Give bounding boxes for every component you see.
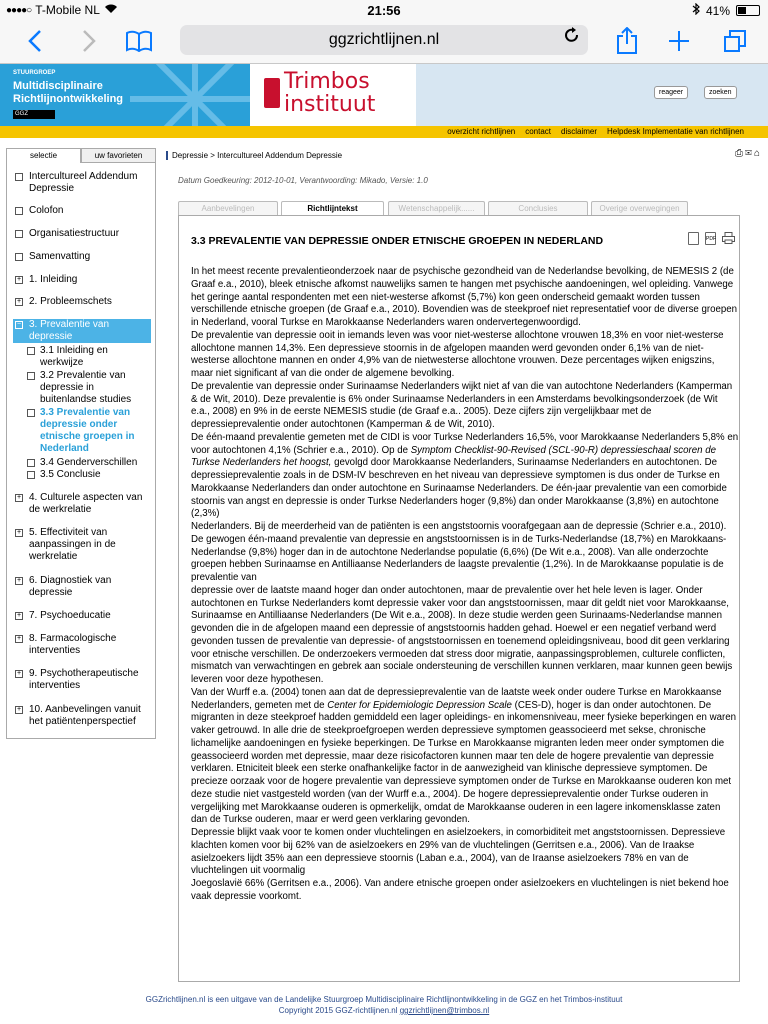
tab-richtlijntekst[interactable]: Richtlijntekst — [281, 201, 384, 217]
site-header — [0, 64, 768, 126]
footer-email-link[interactable]: ggzrichtlijnen@trimbos.nl — [399, 1006, 490, 1015]
org-name: Multidisciplinaire Richtlijnontwikkeling — [13, 80, 124, 105]
ggz-tag: GGZ — [13, 110, 55, 119]
checkbox-icon — [27, 471, 35, 479]
trimbos-mark-icon — [264, 78, 280, 108]
expand-icon[interactable]: + — [16, 635, 22, 642]
react-button[interactable]: reageer — [654, 86, 688, 99]
tab-selection[interactable]: selectie — [6, 148, 81, 163]
checkbox-icon — [27, 409, 35, 417]
print-icon[interactable] — [722, 232, 733, 245]
sidebar-item-organisatie[interactable]: Organisatiestructuur — [13, 228, 151, 240]
sidebar-item-inleiding[interactable]: + 1. Inleiding — [16, 274, 78, 285]
page-tools — [735, 148, 762, 159]
sidebar-item-colofon[interactable]: Colofon — [13, 205, 151, 217]
sidebar-subitem-3-1[interactable]: 3.1 Inleiding en werkwijze — [27, 345, 151, 369]
paragraph: De prevalentie van depressie ooit in iemands leven was voor niet-westerse allochtone vrouwen 18,3% en voor niet-westerse allochtone mannen 14,3%. Een depressieve stoornis in de afgelopen maanden werd gevonden onder 6,1% van de niet-westerse allochtone mannen en onder 4,9% van de nietwesterse allochtone vrouwen. Deze percentages wijken enigszins, maar niet significant af van die onder de algemene bevolking. — [191, 329, 724, 379]
stuurgroep-label: STUURGROEP — [13, 70, 56, 76]
status-bar — [0, 0, 768, 20]
footer — [0, 994, 768, 1016]
sidebar-item-farmacologische[interactable]: + 8. Farmacologische interventies — [16, 633, 117, 656]
checkbox-icon — [15, 230, 23, 238]
expand-icon[interactable]: + — [16, 276, 22, 283]
expand-icon[interactable]: + — [16, 577, 22, 584]
checkbox-icon — [27, 372, 35, 380]
carrier-name: T-Mobile NL — [35, 3, 100, 17]
home-icon[interactable]: ⌂ — [753, 148, 762, 159]
article-body — [191, 266, 739, 904]
new-tab-icon[interactable] — [664, 26, 694, 56]
signal-icon: ●●●●○ — [6, 4, 32, 16]
forward-button[interactable] — [74, 26, 104, 56]
paragraph: De gewogen één-maand prevalentie van depressie en angststoornissen is in de Turks-Nederlandse (18,7%) en Marokkaans-Nederlandse (9,8%) hoger dan in de autochtone Nederlandse populatie (6,6%) (De Wit e.a., 2008). Van alle onderzochte groepen hebben Surinaamse en Antilliaanse Nederlanders de laagste prevalentie (1,2%). In de Marokkaanse populatie is de prevalentie van — [191, 533, 727, 583]
paragraph: Depressie blijkt vaak voor te komen onder vluchtelingen en asielzoekers, in comorbiditeit met angststoornissen. Depressieve klachten komen voor bij 62% van de asielzoekers en 29% van de vluchtelingen (Gerritsen e.a., 2006). Van de Iraakse asielzoekers lijdt 35% aan een depressieve stoornis (Laban e.a., 2004), van de Iraanse asielzoekers 78% en van de vluchtelingen uit voormalig — [191, 827, 726, 877]
sidebar-item-diagnostiek[interactable]: + 6. Diagnostiek van depressie — [16, 575, 112, 598]
trimbos-logo[interactable]: Trimbos instituut — [262, 70, 375, 116]
content-panel — [178, 215, 740, 982]
battery-icon — [736, 5, 760, 16]
paragraph: Nederlanders. Bij de meerderheid van de patiënten is een angststoornis voorafgegaan aan de depressie (Schrier e.a., 2010). — [191, 521, 727, 532]
clock: 21:56 — [367, 3, 401, 18]
header-right-panel — [416, 64, 768, 126]
sidebar-item-prevalentie[interactable]: − 3. Prevalentie van depressie — [13, 319, 151, 343]
stuurgroep-logo[interactable] — [0, 64, 250, 126]
nav-disclaimer[interactable]: disclaimer — [561, 127, 598, 136]
sidebar-item-effectiviteit[interactable]: + 5. Effectiviteit van aanpassingen in de werkrelatie — [16, 527, 116, 562]
checkbox-icon — [15, 173, 23, 181]
top-nav — [0, 126, 768, 138]
sidebar-item-samenvatting[interactable]: Samenvatting — [13, 251, 151, 263]
sidebar-item-culturele-aspecten[interactable]: + 4. Culturele aspecten van de werkrelatie — [16, 492, 143, 515]
mail-icon[interactable]: ✉ — [745, 148, 754, 159]
tab-favorites[interactable]: uw favorieten — [81, 148, 156, 163]
sidebar-subitem-3-2[interactable]: 3.2 Prevalentie van depressie in buitenlandse studies — [27, 370, 151, 406]
tab-aanbevelingen[interactable]: Aanbevelingen — [178, 201, 278, 216]
expand-icon[interactable]: + — [16, 612, 22, 619]
checkbox-icon — [15, 253, 23, 261]
url-text: ggzrichtlijnen.nl — [328, 31, 440, 48]
footer-copyright: Copyright 2015 GGZ-richtlijnen.nl ggzrichtlijnen@trimbos.nl — [278, 1006, 490, 1015]
paragraph: In het meest recente prevalentieonderzoek naar de psychische gezondheid van de Nederlandse bevolking, de NEMESIS 2 (de Graaf e.a., 2010), bleek etnische afkomst nauwelijks samen te hangen met psychische aandoeningen, wel opleiding. Vanwege het geringe aantal respondenten met een niet-westerse afkomst (5,7%) kon geen onderscheid gemaakt worden tussen verschillende etnische groepen (de Graaf e.a., 2010). Bovendien was de steekproef niet representatief voor de diverse groepen in Nederland, vooral Turkse en Marokkaanse Nederlanders waren ondervertegenwoordigd. — [191, 266, 738, 328]
mobile-icon[interactable] — [688, 232, 699, 245]
reload-icon[interactable] — [564, 25, 580, 55]
pdf-icon[interactable]: PDF — [705, 232, 716, 245]
paragraph: Van der Wurff e.a. (2004) tonen aan dat de depressieprevalentie van de laatste week onder oudere Turkse en Marokkaanse Nederlanders, gemeten met de Center for Epidemiologic Depression Scale (CES-D), hoger is dan onder autochtonen. De migranten in deze steekproef hadden gemiddeld een lager opleidings- en inkomensniveau, meer fysieke beperkingen en waren vaker getrouwd. In alle drie de steekproefgroepen werden depressieve symptomen geassocieerd met sekse, chronische lichamelijke aandoeningen en fysieke beperkingen. De Turkse en Marokkaanse migranten leden meer onder symptomen die geassocieerd worden met depressie, maar deze risicofactoren kunnen maar ten dele de hogere prevalentie van depressie verklaren. Etniciteit bleek een sterke onafhankelijke factor in de aanwezigheid van klinische depressieve symptomen. De precieze oorzaak voor de hogere prevalentie van depressieve symptomen onder de Turkse en Marokkaanse ouderen kon met deze studie niet vastgesteld worden (van der Wurff e.a., 2004). De hogere depressieprevalentie onder Turkse ouderen in vergelijking met Marokkaanse ouderen is opmerkelijk, omdat de Marokkaanse ouderen in een lagere inkomensklasse zaten dan de Turkse ouderen, maar er werd geen verklaring gevonden. — [191, 686, 736, 826]
sidebar-item-psychotherapeutische[interactable]: + 9. Psychotherapeutische interventies — [16, 668, 139, 691]
share-icon[interactable] — [612, 26, 642, 56]
approval-meta: Datum Goedkeuring: 2012-10-01, Verantwoording: Mikado, Versie: 1.0 — [178, 176, 428, 185]
sidebar-item-aanbevelingen[interactable]: + 10. Aanbevelingen vanuit het patiëntenperspectief — [16, 704, 141, 727]
expand-icon[interactable]: + — [16, 494, 22, 501]
paragraph: Joegoslavië 66% (Gerritsen e.a., 2006). Van andere etnische groepen onder asielzoekers en vluchtelingen is niet bekend hoe vaak depressie voorkomt. — [191, 878, 729, 902]
sidebar-subitem-3-5[interactable]: 3.5 Conclusie — [27, 469, 151, 481]
expand-icon[interactable]: + — [16, 706, 22, 713]
sidebar — [6, 163, 156, 739]
checkbox-icon — [27, 347, 35, 355]
sidebar-item-addendum[interactable]: Intercultureel Addendum Depressie — [13, 171, 151, 195]
footer-publisher: GGZrichtlijnen.nl is een uitgave van de Landelijke Stuurgroep Multidisciplinaire Richtlijnontwikkeling in de GGZ en het Trimbos-instituut — [145, 995, 623, 1004]
paragraph: depressie over de laatste maand hoger dan onder autochtonen, maar de prevalentie over het hele leven is lager. Onder autochtonen en Turkse Nederlanders komt depressie vaker voor dan angststoornissen, maar dit geldt niet voor Marokkaanse, Surinaamse en Antilliaanse Nederlanders (De Wit e.a., 2008). In deze studie werden geen Surinaams-Nederlandse mannen gevonden die in de afgelopen maand een depressie of angststoornis hadden gehad. Hoewel er een negatief verband werd gevonden tussen de prevalentie van depressie- of angststoornissen en toenemend opleidingsniveau, bood dit geen verklaring voor etnische verschillen. De onderzoekers vermoeden dat stress door migratie, aanpassingsproblemen, culturele conflicten, mismatch van verwachtingen en gebrek aan sociale ondersteuning de verschillen kunnen verklaren, maar kunnen geen bewijs leveren voor deze hypothesen. — [191, 584, 733, 685]
tab-conclusies[interactable]: Conclusies — [488, 201, 588, 216]
expand-icon[interactable]: + — [16, 298, 22, 305]
sidebar-item-psychoeducatie[interactable]: + 7. Psychoeducatie — [16, 610, 111, 621]
checkbox-icon — [27, 459, 35, 467]
tabs-icon[interactable] — [720, 26, 750, 56]
nav-contact[interactable]: contact — [525, 127, 552, 136]
collapse-icon[interactable]: − — [16, 321, 22, 328]
sunburst-graphic — [130, 64, 250, 126]
nav-overview[interactable]: overzicht richtlijnen — [447, 127, 516, 136]
tab-overige-overwegingen[interactable]: Overige overwegingen — [591, 201, 688, 216]
search-button[interactable]: zoeken — [704, 86, 737, 99]
sidebar-tabs — [6, 148, 156, 163]
bookmarks-icon[interactable] — [124, 26, 154, 56]
address-bar[interactable] — [180, 25, 588, 55]
sidebar-subitem-3-4[interactable]: 3.4 Genderverschillen — [27, 457, 151, 469]
paragraph: De prevalentie van depressie onder Surinaamse Nederlanders wijkt niet af van die van autochtone Nederlanders (Kamperman & de Wit, 2010). Deze prevalentie is 6% onder Surinaamse Nederlanders in een Amsterdams bevolkingsonderzoek (de Wit e.a., 2008) en 9% in de eerste NEMESIS studie (de Graaf e.a.. 2005). Deze cijfers zijn vergelijkbaar met de depressieprevalentie onder autochtonen (Kamperman & de Wit, 2010). — [191, 380, 733, 430]
breadcrumb[interactable]: Depressie > Intercultureel Addendum Depressie — [172, 151, 343, 160]
browser-toolbar — [0, 20, 768, 64]
bluetooth-icon — [692, 3, 700, 18]
battery-percent: 41% — [705, 3, 730, 18]
paragraph: De één-maand prevalentie gemeten met de CIDI is voor Turkse Nederlanders 16,5%, voor Marokkaanse Nederlanders 5,8% en voor autochtonen 4,1% (Schrier e.a., 2010). Op de Symptom Checklist-90-Revised (SCL-90-R) depressieschaal scoren de Turkse Nederlanders het hoogst, gevolgd door Marokkaanse Nederlanders, Surinaamse Nederlanders en autochtonen. De depressieprevalentie zoals in de DSM-IV beschreven en het niveau van depressieve symptomen is dus onder de Turkse en Marokkaanse Nederlanders dan onder autochtone en Surinaamse Nederlanders. De één-jaar prevalentie van een comorbide stoornis van angst en depressie is onder Turkse Nederlanders hoger (9,8%) dan onder Marokkaanse (3,8%) en autochtone (2,3%) — [191, 431, 739, 520]
document-tools — [688, 232, 733, 245]
page-title: 3.3 PREVALENTIE VAN DEPRESSIE ONDER ETNISCHE GROEPEN IN NEDERLAND — [191, 235, 604, 247]
expand-icon[interactable]: + — [16, 529, 22, 536]
tab-wetenschappelijk[interactable]: Wetenschappelijk...... — [388, 201, 485, 216]
sidebar-subitem-3-3[interactable]: 3.3 Prevalentie van depressie onder etnische groepen in Nederland — [27, 407, 151, 455]
checkbox-icon — [15, 207, 23, 215]
sidebar-item-probleemschets[interactable]: + 2. Probleemschets — [16, 296, 112, 307]
nav-helpdesk[interactable]: Helpdesk Implementatie van richtlijnen — [607, 127, 744, 136]
system-status — [692, 3, 760, 18]
back-button[interactable] — [20, 26, 50, 56]
print-page-icon[interactable]: ⎙ — [735, 148, 746, 159]
expand-icon[interactable]: + — [16, 670, 22, 677]
